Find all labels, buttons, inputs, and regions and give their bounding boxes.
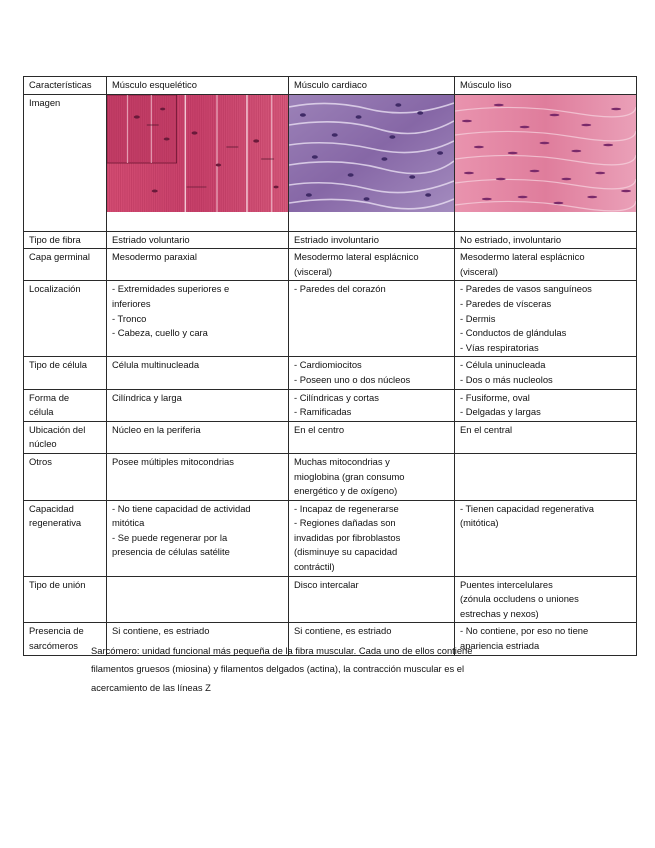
cardiac-muscle-image [289,95,454,212]
table-body [24,231,637,655]
cell-line: Muchas mitocondrias y [294,455,390,467]
cell-capa-germinal-liso [455,249,637,281]
cell-localizacion-liso [455,281,637,357]
cell-forma-celula-cardiaco [289,389,455,421]
row-label-line: Otros [29,455,52,467]
cell-line: - Extremidades superiores e [112,283,230,295]
cell-line: - Delgadas y largas [460,406,541,418]
cell-line: - Vías respiratorias [460,341,539,353]
cell-ubicacion-nucleo-esqueletico [107,421,289,453]
cell-otros-cardiaco [289,453,455,500]
image-row [24,94,637,231]
cell-line: Mesodermo lateral esplácnico [294,251,419,263]
row-label-line: Tipo de unión [29,578,86,590]
row-label-ubicacion-nucleo [24,421,107,453]
cell-line: - Cardiomiocitos [294,359,362,371]
row-label-line: regenerativa [29,517,82,529]
smooth-muscle-image [455,95,636,212]
header-caracteristicas: Características [24,77,107,95]
cell-localizacion-esqueletico [107,281,289,357]
cell-line: En el central [460,423,513,435]
cell-forma-celula-esqueletico [107,389,289,421]
cell-line: apariencia estriada [460,640,540,652]
smooth-image-cell [455,94,637,231]
cell-line: estrechas y nexos) [460,607,539,619]
table-row-ubicacion-nucleo [24,421,637,453]
cell-line: - No contiene, por eso no tiene [460,625,589,637]
image-row-label: Imagen [24,94,107,231]
header-row [24,77,637,95]
row-label-capa-germinal [24,249,107,281]
row-label-line: Ubicación del [29,423,86,435]
skeletal-muscle-image [107,95,288,212]
header-musculo-esqueletico: Músculo esquelético [107,77,289,95]
cell-capa-germinal-cardiaco [289,249,455,281]
row-label-forma-celula [24,389,107,421]
cell-line: Disco intercalar [294,578,359,590]
row-label-line: Forma de [29,391,70,403]
comparison-table [23,76,637,656]
cell-line: (visceral) [294,265,333,277]
cell-line: (mitótica) [460,517,499,529]
cell-line: Posee múltiples mitocondrias [112,455,234,467]
cell-line: Cilíndrica y larga [112,391,182,403]
table-row-tipo-celula [24,357,637,389]
cell-line: - Incapaz de regenerarse [294,502,399,514]
cell-line: Mesodermo paraxial [112,251,197,263]
row-label-tipo-celula [24,357,107,389]
cell-line: - Dos o más nucleolos [460,373,553,385]
row-label-tipo-fibra [24,231,107,249]
cell-line: - No tiene capacidad de actividad [112,502,251,514]
cell-line: - Paredes de vísceras [460,297,552,309]
cell-line: (visceral) [460,265,499,277]
cell-line: Estriado voluntario [112,233,190,245]
cardiac-image-cell [289,94,455,231]
cell-ubicacion-nucleo-cardiaco [289,421,455,453]
cell-tipo-fibra-liso [455,231,637,249]
cell-tipo-celula-liso [455,357,637,389]
row-label-tipo-union [24,576,107,623]
cell-line: - Tronco [112,312,147,324]
row-label-line: Localización [29,283,81,295]
cell-capa-germinal-esqueletico [107,249,289,281]
cell-tipo-fibra-esqueletico [107,231,289,249]
cell-line: - Paredes de vasos sanguíneos [460,283,592,295]
cell-line: inferiores [112,297,151,309]
cell-otros-esqueletico [107,453,289,500]
cell-line: - Célula uninucleada [460,359,546,371]
cell-line: - Se puede regenerar por la [112,531,228,543]
cell-line: Célula multinucleada [112,359,200,371]
cell-line: - Ramificadas [294,406,352,418]
cell-tipo-celula-esqueletico [107,357,289,389]
row-label-line: Capa germinal [29,251,90,263]
cell-line: Puentes intercelulares [460,578,553,590]
cell-line: energético y de oxígeno) [294,485,398,497]
cell-line: - Poseen uno o dos núcleos [294,373,411,385]
row-label-line: Capacidad [29,502,74,514]
table-row-localizacion [24,281,637,357]
cell-line: (disminuye su capacidad [294,546,398,558]
cell-line: Si contiene, es estriado [294,625,392,637]
table-row-tipo-fibra [24,231,637,249]
cell-otros-liso [455,453,637,500]
cell-line: (zónula occludens o uniones [460,593,579,605]
cell-tipo-union-cardiaco [289,576,455,623]
row-label-line: Presencia de [29,625,84,637]
cell-capacidad-regenerativa-cardiaco [289,500,455,576]
cell-line: - Cabeza, cuello y cara [112,327,208,339]
cell-capacidad-regenerativa-esqueletico [107,500,289,576]
table-row-capa-germinal [24,249,637,281]
cell-line: mioglobina (gran consumo [294,470,405,482]
table-row-tipo-union [24,576,637,623]
cell-capacidad-regenerativa-liso [455,500,637,576]
header-musculo-liso: Músculo liso [455,77,637,95]
cell-line: presencia de células satélite [112,546,230,558]
cell-line: Núcleo en la periferia [112,423,201,435]
cell-line: contráctil) [294,561,335,573]
row-label-capacidad-regenerativa [24,500,107,576]
cell-line: En el centro [294,423,345,435]
row-label-line: Tipo de célula [29,359,88,371]
cell-forma-celula-liso [455,389,637,421]
cell-line: No estriado, involuntario [460,233,562,245]
note-line-1: Sarcómero: unidad funcional más pequeña de la fibra muscular. Cada uno de ellos contiene [91,645,473,656]
note-line-3: acercamiento de las líneas Z [91,681,211,693]
cell-line: - Tienen capacidad regenerativa [460,502,594,514]
cell-tipo-union-esqueletico [107,576,289,623]
row-label-localizacion [24,281,107,357]
cell-tipo-celula-cardiaco [289,357,455,389]
cell-line: - Dermis [460,312,496,324]
cell-line: mitótica [112,517,145,529]
cell-line: - Regiones dañadas son [294,517,396,529]
cell-tipo-union-liso [455,576,637,623]
note-line-2: filamentos gruesos (miosina) y filamentos delgados (actina), la contracción muscular es el [91,663,465,675]
cell-line: - Fusiforme, oval [460,391,530,403]
skeletal-image-cell [107,94,289,231]
cell-line: - Paredes del corazón [294,283,386,295]
row-label-line: célula [29,406,54,418]
cell-tipo-fibra-cardiaco [289,231,455,249]
table-row-forma-celula [24,389,637,421]
row-label-line: núcleo [29,438,57,450]
cell-line: - Cilíndricas y cortas [294,391,379,403]
cell-line: invadidas por fibroblastos [294,531,401,543]
row-label-otros [24,453,107,500]
cell-line: Mesodermo lateral esplácnico [460,251,585,263]
sarcomero-note [91,642,571,697]
header-musculo-cardiaco: Músculo cardiaco [289,77,455,95]
row-label-line: Tipo de fibra [29,233,81,245]
row-label-line: sarcómeros [29,640,78,652]
table-row-otros [24,453,637,500]
cell-localizacion-cardiaco [289,281,455,357]
cell-ubicacion-nucleo-liso [455,421,637,453]
cell-line: Si contiene, es estriado [112,625,210,637]
cell-line: - Conductos de glándulas [460,327,567,339]
table-row-capacidad-regenerativa [24,500,637,576]
cell-line: Estriado involuntario [294,233,379,245]
